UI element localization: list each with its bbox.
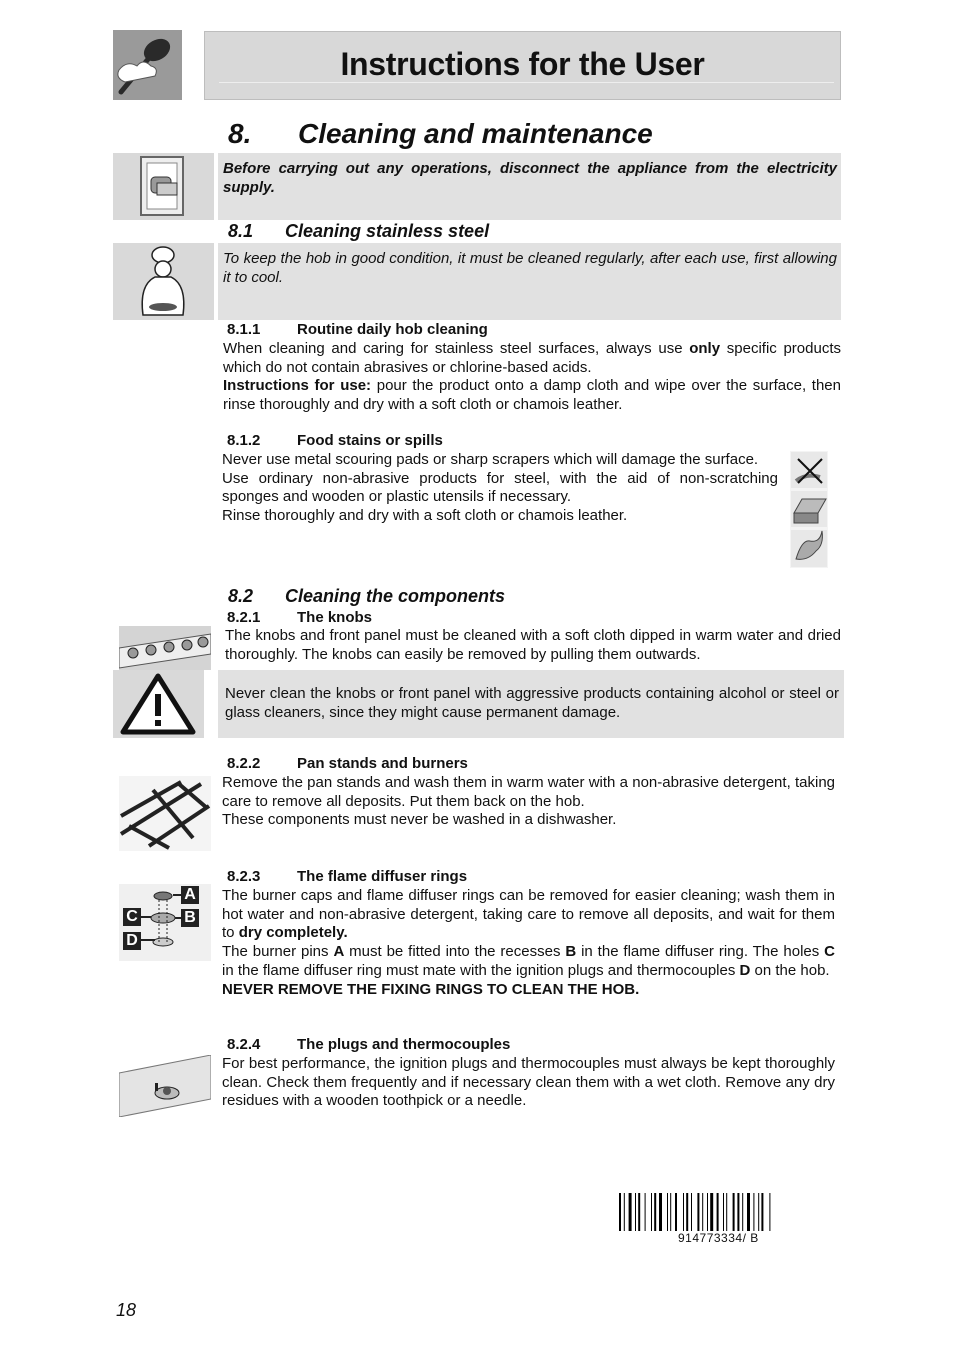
page-number: 18 [116, 1300, 137, 1320]
disconnect-warning-text: Before carrying out any operations, disconnect the appliance from the electricity supply. [223, 160, 837, 196]
chapter-number: 8. [228, 118, 252, 149]
text-run: The burner caps and flame diffuser rings can be removed for easier cleaning; wash them in hot water and non-abrasive detergent, taking care to remove all deposits, and wait for them to [222, 887, 835, 942]
fixing-rings-warning: NEVER REMOVE THE FIXING RINGS TO CLEAN THE HOB. [222, 980, 640, 998]
power-socket-icon [113, 153, 214, 220]
section-title: Cleaning stainless steel [285, 221, 490, 241]
section-number: 8.2.3 [227, 868, 261, 885]
routine-cleaning-paragraph-2 [223, 377, 841, 414]
section-number: 8.2.2 [227, 755, 261, 772]
socket-icon-box [113, 153, 214, 220]
diagram-label-d: D [123, 932, 141, 950]
section-number: 8.1.1 [227, 321, 261, 338]
logo [113, 30, 182, 100]
food-stains-paragraph: Never use metal scouring pads or sharp scrapers which will damage the surface. [222, 451, 759, 468]
section-title: Cleaning the components [285, 586, 506, 606]
barcode [619, 1193, 829, 1231]
emphasis: D [739, 961, 751, 979]
chapter-heading [228, 118, 653, 150]
pan-stands-paragraph: These components must never be washed in a dishwasher. [222, 811, 617, 829]
chef-icon-box [113, 243, 214, 320]
barcode-bars [619, 1193, 829, 1231]
section-number: 8.2 [228, 586, 254, 606]
text-run: in the flame diffuser ring. The holes [576, 943, 825, 961]
warning-icon-box [113, 670, 204, 738]
text-run: pour the product onto a damp cloth and wipe over the surface, then rinse thoroughly and dry with a soft cloth or chamois leather. [223, 377, 841, 414]
emphasis: Instructions for use: [223, 377, 372, 395]
knobs-warning-text: Never clean the knobs or front panel with aggressive products containing alcohol or steel or glass cleaners, since they might cause permanent damage. [225, 685, 839, 721]
plug-picture [119, 1055, 211, 1117]
knobs-text: The knobs and front panel must be cleaned with a soft cloth dipped in warm water and dried thoroughly. The knobs can easily be removed by pulling them outwards. [225, 627, 841, 663]
flame-diffuser-text [222, 887, 835, 999]
disconnect-warning-box [218, 153, 841, 220]
cleaning-tools-icons [790, 451, 828, 568]
section-8-1-2-heading [227, 432, 443, 449]
food-stains-paragraph: Rinse thoroughly and dry with a soft cloth or chamois leather. [222, 507, 628, 525]
emphasis: B [565, 943, 577, 961]
cloth-icon [791, 530, 827, 567]
barcode-number: 914773334/ B [678, 1231, 759, 1245]
pan-stands-text [222, 774, 835, 830]
flame-diffuser-paragraph-2 [222, 943, 835, 980]
section-title: The knobs [297, 609, 373, 626]
title-bar [204, 31, 841, 100]
section-8-1-heading [228, 221, 489, 242]
stainless-intro-box [218, 243, 841, 320]
section-8-1-1-heading [227, 321, 488, 338]
section-8-2-1-heading [227, 609, 372, 626]
emphasis: only [689, 340, 721, 357]
no-scraper-icon [791, 452, 827, 488]
control-knobs-icon [119, 626, 211, 670]
section-8-2-4-heading [227, 1036, 510, 1053]
flame-diffuser-paragraph-1 [222, 887, 835, 943]
text-run: The burner pins [222, 943, 334, 961]
section-title: Pan stands and burners [297, 755, 468, 772]
section-number: 8.1.2 [227, 432, 261, 449]
plugs-text: For best performance, the ignition plugs and thermocouples must always be kept thoroughly clean. Check them frequently and if necessary clean them with a wet cloth. Remove any dry residues with a wooden toothpick or a needle. [222, 1055, 835, 1110]
title-underline [219, 82, 834, 83]
pan-stands-paragraph: Remove the pan stands and wash them in warm water with a non-abrasive detergent, taking care to remove all deposits. Put them back on the hob. [222, 774, 835, 810]
section-title: Routine daily hob cleaning [297, 321, 488, 338]
food-stains-paragraph: Use ordinary non-abrasive products for steel, with the aid of non-scratching sponges and wooden or plastic utensils if necessary. [222, 469, 778, 506]
emphasis: C [824, 943, 835, 961]
sponge-icon [791, 491, 827, 527]
emphasis: dry completely. [238, 924, 348, 942]
diagram-label-c: C [123, 908, 141, 926]
chef-icon [113, 243, 214, 320]
section-title: The flame diffuser rings [297, 868, 468, 885]
text-run: on the hob. [750, 961, 830, 979]
text-run: specific products which do not contain abrasives or chlorine-based acids. [223, 340, 841, 376]
burner-diagram [119, 884, 211, 961]
section-title: The plugs and thermocouples [297, 1036, 511, 1053]
section-8-2-2-heading [227, 755, 468, 772]
section-number: 8.1 [228, 221, 254, 241]
chef-spoon-logo-icon [113, 30, 182, 100]
routine-cleaning-paragraph-1 [223, 340, 841, 377]
text-run: must be fitted into the recesses [344, 943, 566, 961]
text-run: in the flame diffuser ring must mate with the ignition plugs and thermocouples [222, 961, 740, 979]
section-title: Food stains or spills [297, 432, 443, 449]
chapter-title: Cleaning and maintenance [298, 118, 653, 149]
knobs-picture [119, 626, 211, 670]
routine-cleaning-text [223, 340, 841, 415]
text-run: When cleaning and caring for stainless steel surfaces, always use [223, 340, 690, 357]
section-8-2-3-heading [227, 868, 467, 885]
warning-triangle-icon [113, 670, 204, 738]
page-title: Instructions for the User [340, 46, 705, 82]
section-number: 8.2.4 [227, 1036, 261, 1053]
diagram-label-a: A [181, 886, 199, 904]
pan-stand-icon [119, 776, 211, 851]
diagram-label-b: B [181, 909, 199, 927]
section-number: 8.2.1 [227, 609, 261, 626]
section-8-2-heading [228, 586, 505, 607]
food-stains-text [222, 451, 778, 526]
stainless-intro-text: To keep the hob in good condition, it must be cleaned regularly, after each use, first allowing it to cool. [223, 250, 837, 286]
pan-stand-picture [119, 776, 211, 851]
knobs-warning-box [218, 670, 844, 738]
emphasis: A [333, 943, 345, 961]
burner-plug-icon [119, 1055, 211, 1117]
